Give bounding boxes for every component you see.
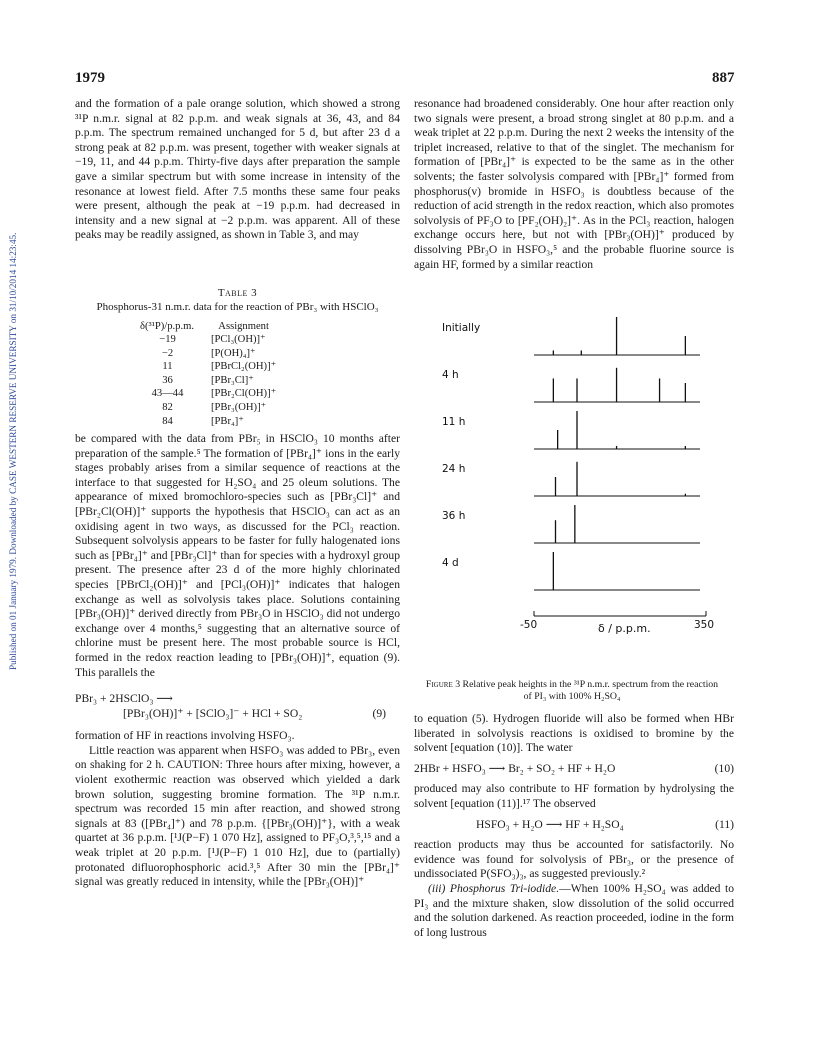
table-col-shift: δ(³¹P)/p.p.m. xyxy=(140,320,195,332)
spectrum-row-label: 4 h xyxy=(442,369,459,381)
spectrum-row-label: Initially xyxy=(442,322,481,334)
table-3 xyxy=(75,287,400,428)
equation-11 xyxy=(414,818,734,833)
x-axis-min-label: -50 xyxy=(520,619,538,631)
table-row xyxy=(140,374,277,388)
table-cell-shift: 84 xyxy=(162,415,173,427)
figure-caption-label: Figure 3 xyxy=(425,679,461,690)
x-axis-max-label: 350 xyxy=(694,619,715,631)
right-column-lower xyxy=(414,712,734,940)
left-column-lower xyxy=(75,432,400,890)
equation-9-line-2: [PBr₃(OH)]⁺ + [SClO₃]⁻ + HCl + SO₂ xyxy=(123,706,303,720)
equation-10-text: 2HBr + HSFO₃ ⟶ Br₂ + SO₂ + HF + H₂O xyxy=(414,761,616,775)
table-cell-shift: −2 xyxy=(161,347,174,359)
table-row xyxy=(140,333,277,347)
x-axis-title: δ / p.p.m. xyxy=(598,622,651,635)
table-label: Table 3 xyxy=(217,287,258,299)
table-cell-assignment: [PBr₂Cl(OH)]⁺ xyxy=(211,388,277,400)
section-text: —When 100% H₂SO₄ was added to PI₃ and the mixture shaken, slow dissolution of the solid occurred and the solution darkened. As reaction proceeded, iodine in the form of long lustrous xyxy=(414,881,734,939)
section-heading: (iii) Phosphorus Tri-iodide. xyxy=(428,881,560,895)
figure-3-caption xyxy=(422,679,722,702)
download-note: Published on 01 January 1979. Downloaded by CASE WESTERN RESERVE UNIVERSITY on 31/10/2014 14:23:45. xyxy=(8,232,18,670)
table-cell-shift: 11 xyxy=(162,361,173,373)
table-row xyxy=(140,387,277,401)
year: 1979 xyxy=(75,70,105,86)
table-cell-assignment: [P(OH)₄]⁺ xyxy=(211,347,256,359)
right-paragraph-5 xyxy=(414,882,734,940)
equation-11-number: (11) xyxy=(715,817,734,831)
right-column xyxy=(414,97,734,272)
right-paragraph-2: to equation (5). Hydrogen fluoride will also be formed when HBr liberated in solvolysis reactions is oxidised to bromine by the solvent [equation (10)]. The water xyxy=(414,712,734,755)
table-row xyxy=(140,360,277,374)
page-number: 887 xyxy=(712,70,735,86)
spectrum-row-label: 4 d xyxy=(442,557,459,569)
table-col-assignment: Assignment xyxy=(218,320,269,332)
table-cell-assignment: [PBr₄]⁺ xyxy=(211,415,244,427)
equation-10-number: (10) xyxy=(714,761,734,775)
left-column xyxy=(75,97,400,243)
table-cell-assignment: [PBr₃(OH)]⁺ xyxy=(211,402,267,414)
table-body xyxy=(140,320,277,429)
table-cell-shift: 82 xyxy=(162,402,173,414)
figure-3-spectra xyxy=(414,305,734,665)
left-paragraph-4: Little reaction was apparent when HSFO₃ was added to PBr₃, even on shaking for 2 h. CAUTION: Three hours after mixing, however, a violent exothermic reaction was observed which yielded a dark brown solution, suggesting bromine formation. The ³¹P n.m.r. spectrum was recorded 15 min after reaction, and showed strong signals at 83 ([PBr₄]⁺) and 78 p.p.m. {[PBr₃(OH)]⁺}, with a weak quartet at 36 p.p.m. [¹J(P−F) 1 070 Hz], assigned to PF₃O,³,⁵,¹⁵ and a weak triplet at 20 p.p.m. [¹J(P−F) 1 010 Hz], due to (partially) protonated difluorophosphoric acid.³,⁵ After 30 min the [PBr₄]⁺ signal was greatly reduced in intensity, while the [PBr₃(OH)]⁺ xyxy=(75,743,400,889)
table-cell-assignment: [PBr₃Cl]⁺ xyxy=(211,374,254,386)
table-cell-shift: −19 xyxy=(159,334,176,346)
table-row xyxy=(140,347,277,361)
right-paragraph-3: produced may also contribute to HF formation by hydrolysing the solvent [equation (11)].¹⁷ The observed xyxy=(414,782,734,810)
spectrum-row-label: 11 h xyxy=(442,416,466,428)
right-paragraph-1: resonance had broadened considerably. One hour after reaction only two signals were present, a broad strong singlet at 80 p.p.m. and a weak triplet at 22 p.p.m. During the next 2 weeks the intensity of the triplet increased, relative to that of the singlet. The mechanism for formation of [PBr₄]⁺ is expected to be the same as in the other solvents; the faster solvolysis compared with [PBr₄]⁺ formed from phosphorus(v) bromide in HSFO₃ is doubtless because of the reduction of acid strength in the redox reaction, which also promotes solvolysis of PF₃O to [PF₂(OH)₂]⁺. As in the PCl₃ reaction, halogen exchange occurs here, but not with [PBr₃(OH)]⁺ produced by dissolving PBr₃O in HSFO₃,⁵ and the probable fluorine source is again HF, formed by a similar reaction xyxy=(414,97,734,271)
spectrum-row-label: 36 h xyxy=(442,510,466,522)
table-row xyxy=(140,415,277,429)
table-row xyxy=(140,401,277,415)
left-paragraph-1: and the formation of a pale orange solution, which showed a strong ³¹P n.m.r. signal at 82 p.p.m. and weak signals at 36, 43, and 84 p.p.m. The spectrum remained unchanged for 5 d, but after 23 d a strong peak at 82 p.p.m. was present, together with weaker signals at −19, 11, and 44 p.p.m. Thirty-five days after preparation the sample gave a similar spectrum but with some increase in intensity of the resonance at lowest field. After 7.5 months these same four peaks were present, although the peak at −19 p.p.m. had decreased in intensity and a new signal at −2 p.p.m. was apparent. All of these peaks may be readily assigned, as shown in Table 3, and may xyxy=(75,97,400,242)
left-paragraph-2: be compared with the data from PBr₅ in HSClO₃ 10 months after preparation of the sample.⁵ The formation of [PBr₄]⁺ ions in the early stages probably arises from a similar sequence of reactions at the interface to that suggested for H₂SO₄ and 25 oleum solutions. The appearance of mixed bromochloro-species such as [PBr₃Cl]⁺ and [PBr₂Cl(OH)]⁺ supports the hypothesis that HSClO₃ can act as an oxidising agent in two ways, as discussed for the PCl₃ reaction. Subsequent solvolysis appears to be faster for fully halogenated ions such as [PBr₄]⁺ and [PBr₃Cl]⁺ than for species with a hydroxyl group present. The presence after 23 d of the more highly chlorinated species [PBrCl₂(OH)]⁺ and [PCl₃(OH)]⁺ indicates that halogen exchange as well as solvolysis takes place. Solutions containing [PBr₃(OH)]⁺ derived directly from PBr₃O in HSClO₃ did not undergo exchange over 4 months,⁵ suggesting that an alternative source of chlorine must be present here. The most probable source is HCl, formed in the redox reaction leading to [PBr₃(OH)]⁺, equation (9). This parallels the xyxy=(75,432,400,679)
spectrum-row-label: 24 h xyxy=(442,463,466,475)
equation-10 xyxy=(414,762,734,777)
equation-11-text: HSFO₃ + H₂O ⟶ HF + H₂SO₄ xyxy=(476,817,624,831)
table-cell-shift: 43—44 xyxy=(151,388,184,400)
equation-9-line-1: PBr₃ + 2HSClO₃ ⟶ xyxy=(75,692,173,706)
right-paragraph-4: reaction products may thus be accounted for satisfactorily. No evidence was found for solvolysis of PBr₃, or the presence of undissociated P(SFO₃)₃, as suggested previously.² xyxy=(414,838,734,881)
table-cell-assignment: [PCl₃(OH)]⁺ xyxy=(211,334,266,346)
left-paragraph-3: formation of HF in reactions involving HSFO₃. xyxy=(75,729,295,743)
equation-9 xyxy=(75,692,400,721)
table-cell-shift: 36 xyxy=(162,374,173,386)
figure-caption-text: Relative peak heights in the ³¹P n.m.r. spectrum from the reaction of PI₃ with 100% H₂SO₄ xyxy=(462,679,719,702)
table-cell-assignment: [PBrCl₂(OH)]⁺ xyxy=(211,361,277,373)
table-title: Phosphorus-31 n.m.r. data for the reaction of PBr₃ with HSClO₃ xyxy=(96,301,379,313)
equation-9-number: (9) xyxy=(372,706,386,720)
